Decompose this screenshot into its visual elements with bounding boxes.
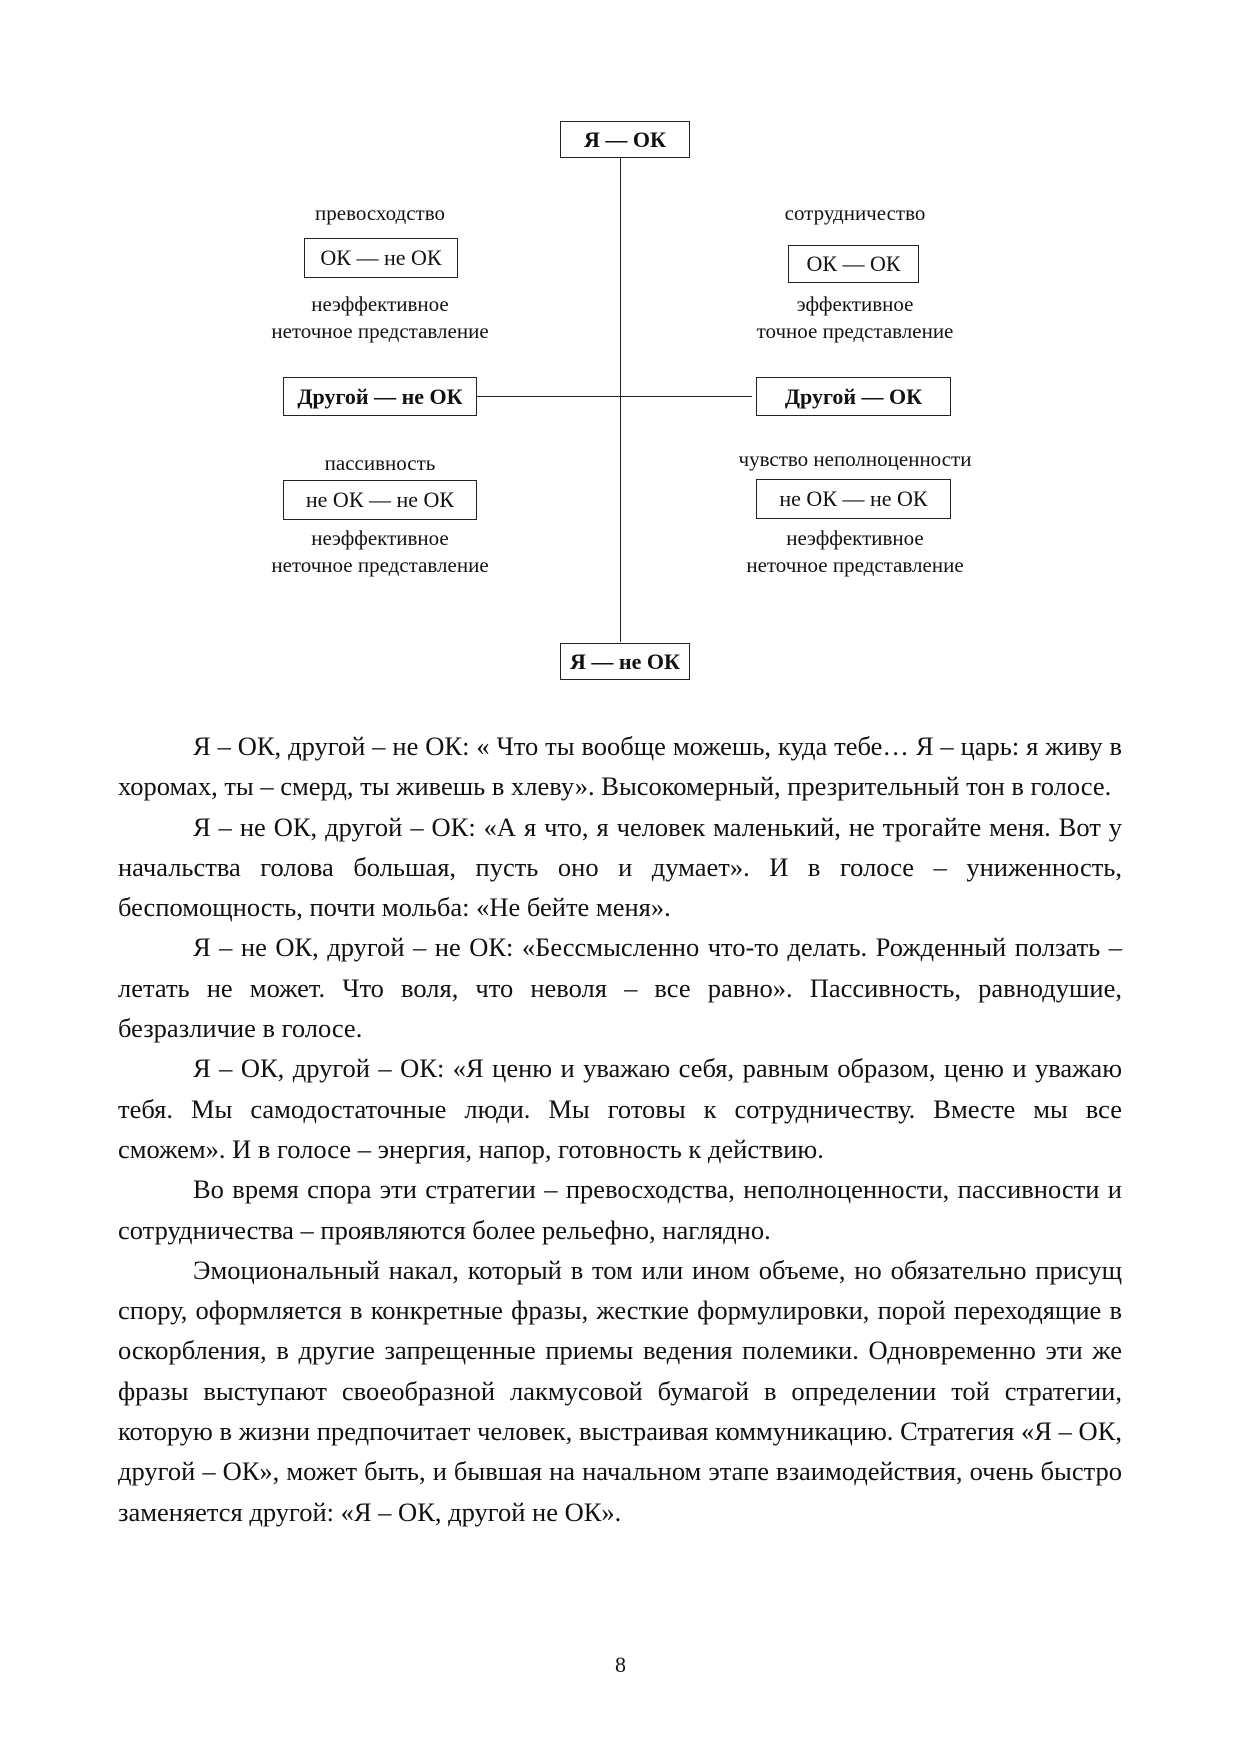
quadrant-bottom-right-box: не ОК — не ОК (756, 479, 951, 519)
quadrant-bottom-right-title: чувство неполноценности (738, 447, 972, 471)
bottom-box-i-not-ok: Я — не ОК (560, 643, 690, 680)
right-box-other-ok: Другой — ОК (756, 377, 951, 416)
paragraph: Я – ОК, другой – не ОК: « Что ты вообще можешь, куда тебе… Я – царь: я живу в хоромах, ты – смерд, ты живешь в хлеву». Высокомерный, презрительный тон в голосе. (118, 731, 1122, 802)
quadrant-bottom-left-line2: неточное представление (271, 553, 489, 577)
quadrant-top-right-line2: точное представление (756, 319, 954, 343)
ok-positions-diagram (0, 0, 1241, 700)
horizontal-axis (476, 396, 752, 397)
quadrant-bottom-right-line2: неточное представление (746, 553, 964, 577)
left-box-other-not-ok: Другой — не ОК (283, 377, 477, 416)
paragraph: Я – ОК, другой – ОК: «Я ценю и уважаю себя, равным образом, ценю и уважаю тебя. Мы самодостаточные люди. Мы готовы к сотрудничеству. Вместе мы все сможем». И в голосе – энергия, напор, готовность к действию. (118, 1053, 1122, 1164)
paragraph: Эмоциональный накал, который в том или ином объеме, но обязательно присущ спору, оформляется в конкретные фразы, жесткие формулировки, порой переходящие в оскорбления, в другие запрещенные приемы ведения полемики. Одновременно эти же фразы выступают своеобразной лакмусовой бумагой в определении той стратегии, которую в жизни предпочитает человек, выстраивая коммуникацию. Стратегия «Я – ОК, другой – ОК», может быть, и бывшая на начальном этапе взаимодействия, очень быстро заменяется другой: «Я – ОК, другой не ОК». (118, 1254, 1122, 1527)
paragraph: Во время спора эти стратегии – превосходства, неполноценности, пассивности и сотрудничества – проявляются более рельефно, наглядно. (118, 1174, 1122, 1245)
paragraph: Я – не ОК, другой – ОК: «А я что, я человек маленький, не трогайте меня. Вот у начальства голова большая, пусть оно и думает». И в голосе – униженность, беспомощность, почти мольба: «Не бейте меня». (118, 811, 1122, 923)
quadrant-top-left-title: превосходство (315, 201, 445, 225)
top-box-i-ok: Я — ОК (560, 121, 690, 158)
quadrant-bottom-right-line1: неэффективное (786, 526, 924, 550)
vertical-axis (620, 158, 621, 642)
quadrant-bottom-left-line1: неэффективное (311, 526, 449, 550)
quadrant-bottom-left-title: пассивность (324, 451, 436, 475)
quadrant-top-left-line2: неточное представление (271, 319, 489, 343)
quadrant-top-right-title: сотрудничество (784, 201, 926, 225)
paragraph: Я – не ОК, другой – не ОК: «Бессмысленно что-то делать. Рожденный ползать – летать не может. Что воля, что неволя – все равно». Пассивность, равнодушие, безразличие в голосе. (118, 932, 1122, 1044)
quadrant-top-left-line1: неэффективное (311, 292, 449, 316)
quadrant-bottom-left-box: не ОК — не ОК (283, 480, 477, 520)
page-number: 8 (615, 1652, 626, 1677)
quadrant-top-right-line1: эффективное (796, 292, 914, 316)
quadrant-top-right-box: ОК — ОК (788, 245, 919, 283)
body-text (118, 726, 1122, 1532)
quadrant-top-left-box: ОК — не ОК (304, 238, 458, 278)
